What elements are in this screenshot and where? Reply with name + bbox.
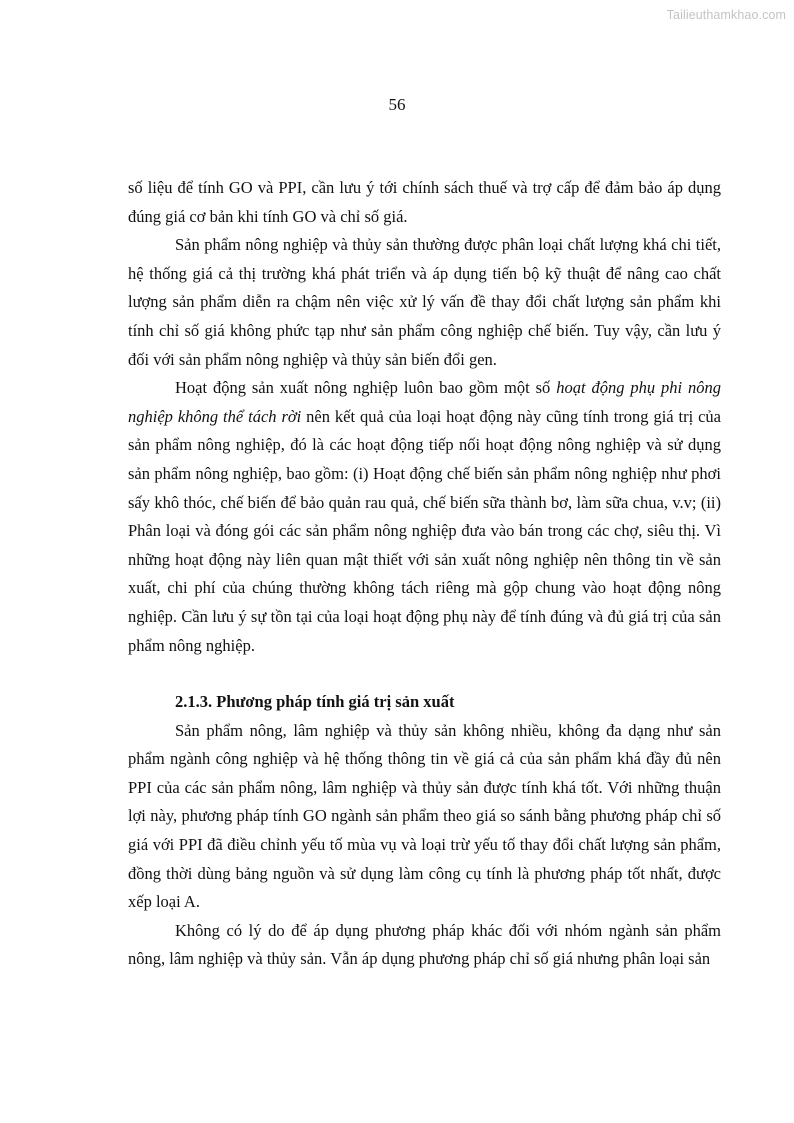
paragraph-3-start: Hoạt động sản xuất nông nghiệp luôn bao gồm một số xyxy=(175,378,557,398)
section-heading: 2.1.3. Phương pháp tính giá trị sản xuất xyxy=(175,692,455,712)
paragraph-5: Không có lý do để áp dụng phương pháp khác đối với nhóm ngành sản phẩm nông, lâm nghiệp và thủy sản. Vẫn áp dụng phương pháp chỉ số giá nhưng phân loại sản xyxy=(128,920,721,969)
document-body xyxy=(128,174,721,974)
page-number: 56 xyxy=(388,95,406,114)
paragraph-3-italic: hoạt động phụ phi nông nghiệp không thể tách rời xyxy=(128,378,722,426)
watermark: Tailieuthamkhao.com xyxy=(666,8,786,22)
paragraph-2: Sản phẩm nông nghiệp và thủy sản thường được phân loại chất lượng khá chi tiết, hệ thống giá cả thị trường khá phát triển và áp dụng tiến bộ kỹ thuật để nâng cao chất lượng sản phẩm diễn ra chậm nên việc xử lý vấn đề thay đổi chất lượng sản phẩm khi tính chỉ số giá không phức tạp như sản phẩm công nghiệp chế biến. Tuy vậy, cần lưu ý đối với sản phẩm nông nghiệp và thủy sản biến đổi gen. xyxy=(128,235,721,369)
paragraph-1: số liệu để tính GO và PPI, cần lưu ý tới chính sách thuế và trợ cấp để đảm bảo áp dụng đúng giá cơ bản khi tính GO và chỉ số giá. xyxy=(128,178,721,226)
paragraph-4: Sản phẩm nông, lâm nghiệp và thủy sản không nhiều, không đa dạng như sản phẩm ngành công nghiệp và hệ thống thông tin về giá cả của sản phẩm khá đầy đủ nên PPI của các sản phẩm nông, lâm nghiệp và thủy sản được tính khá tốt. Với những thuận lợi này, phương pháp tính GO ngành sản phẩm theo giá so sánh bằng phương pháp chỉ số giá với PPI đã điều chỉnh yếu tố mùa vụ và loại trừ yếu tố thay đổi chất lượng sản phẩm, đồng thời dùng bảng nguồn và sử dụng làm công cụ tính là phương pháp tốt nhất, được xếp loại A. xyxy=(128,720,721,912)
paragraph-3 xyxy=(128,374,721,660)
paragraph-3-end: nên kết quả của loại hoạt động này cũng tính trong giá trị của sản phẩm nông nghiệp, đó là các hoạt động tiếp nối hoạt động nông nghiệp và sử dụng sản phẩm nông nghiệp, bao gồm: (i) Hoạt động chế biến sản phẩm nông nghiệp như phơi sấy khô thóc, chế biến để bảo quản rau quả, chế biến sữa thành bơ, làm sữa chua, v.v; (ii) Phân loại và đóng gói các sản phẩm nông nghiệp đưa vào bán trong các chợ, siêu thị. Vì những hoạt động này liên quan mật thiết với sản xuất nông nghiệp nên thông tin về sản xuất, chi phí của chúng thường không tách riêng mà gộp chung vào hoạt động nông nghiệp. Cần lưu ý sự tồn tại của loại hoạt động phụ này để tính đúng và đủ giá trị của sản phẩm nông nghiệp. xyxy=(128,406,722,655)
